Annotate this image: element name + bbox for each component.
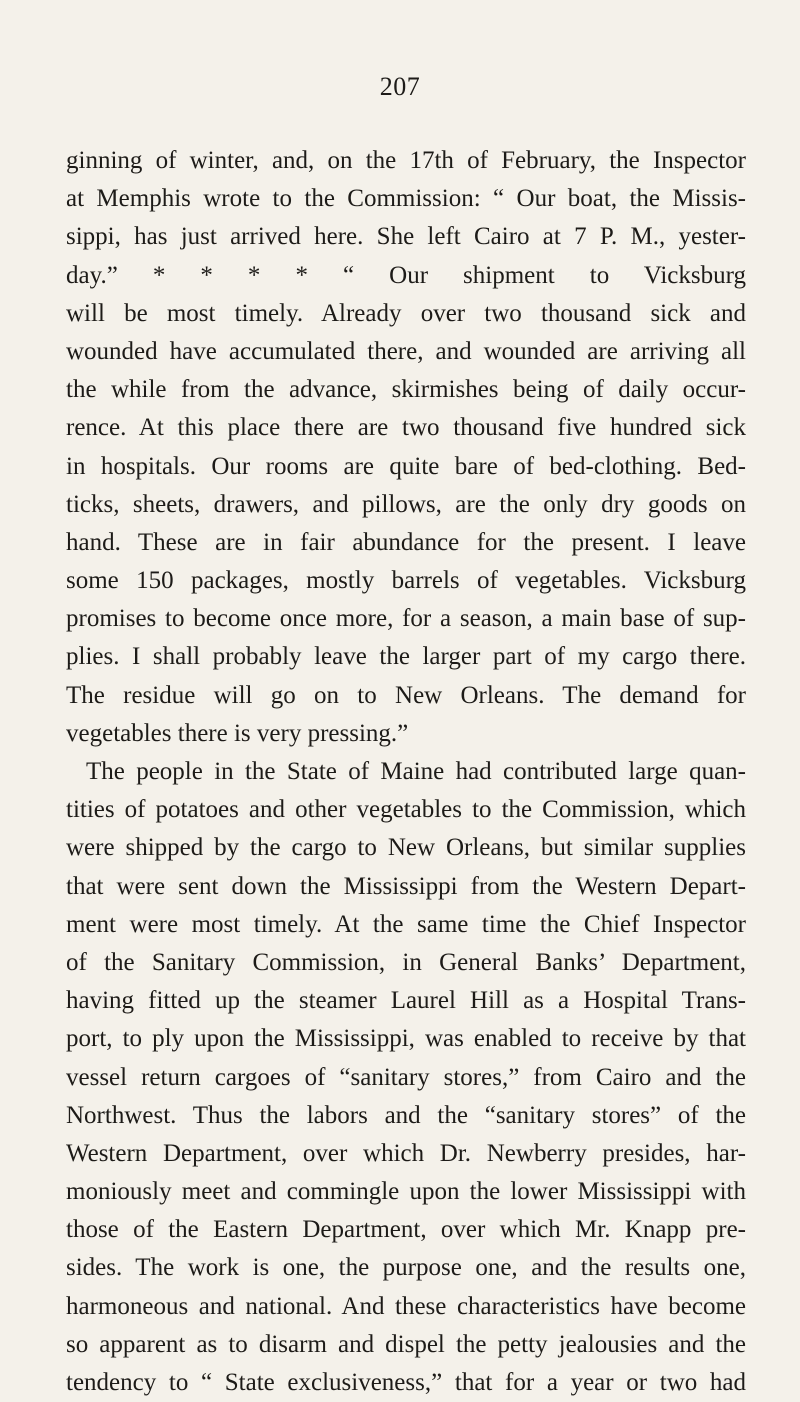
body-text bbox=[66, 142, 746, 1402]
text-line: port, to ply upon the Mississippi, was enabled to receive by that bbox=[66, 1025, 746, 1053]
page-number: 207 bbox=[379, 72, 421, 101]
text-line: ginning of winter, and, on the 17th of February, the Inspector bbox=[66, 147, 746, 174]
text-line: day.” * * * * “ Our shipment to Vicksburg bbox=[66, 261, 746, 289]
text-line: in hospitals. Our rooms are quite bare of bed-clothing. Bed- bbox=[66, 452, 746, 480]
text-line: promises to become once more, for a season, a main base of sup- bbox=[66, 605, 746, 633]
text-line: vegetables there is very pressing.” bbox=[66, 719, 409, 747]
text-line: wounded have accumulated there, and wounded are arriving all bbox=[66, 337, 746, 365]
text-line: some 150 packages, mostly barrels of vegetables. Vicksburg bbox=[66, 567, 746, 595]
text-line: moniously meet and commingle upon the lower Mississippi with bbox=[66, 1178, 746, 1206]
text-line: Western Department, over which Dr. Newberry presides, har- bbox=[66, 1139, 746, 1167]
text-line: so apparent as to disarm and dispel the petty jealousies and the bbox=[66, 1330, 746, 1358]
text-line: will be most timely. Already over two thousand sick and bbox=[66, 299, 746, 327]
text-line: vessel return cargoes of “sanitary stores,” from Cairo and the bbox=[66, 1063, 746, 1091]
text-line: tendency to “ State exclusiveness,” that for a year or two had bbox=[66, 1369, 746, 1396]
text-line: ment were most timely. At the same time the Chief Inspector bbox=[66, 910, 746, 938]
text-line: The residue will go on to New Orleans. The demand for bbox=[66, 681, 746, 709]
text-line: tities of potatoes and other vegetables to the Commission, which bbox=[66, 796, 746, 824]
text-line: of the Sanitary Commission, in General Banks’ Department, bbox=[66, 948, 746, 976]
text-line: hand. These are in fair abundance for the present. I leave bbox=[66, 528, 746, 556]
text-line: harmoneous and national. And these characteristics have become bbox=[66, 1292, 746, 1320]
text-line: sides. The work is one, the purpose one, and the results one, bbox=[66, 1254, 746, 1282]
text-line: rence. At this place there are two thousand five hundred sick bbox=[66, 414, 746, 442]
text-line: those of the Eastern Department, over which Mr. Knapp pre- bbox=[66, 1216, 746, 1244]
text-line: were shipped by the cargo to New Orleans, but similar supplies bbox=[66, 834, 746, 862]
text-line: that were sent down the Mississippi from the Western Depart- bbox=[66, 872, 746, 900]
text-line: sippi, has just arrived here. She left Cairo at 7 P. M., yester- bbox=[66, 223, 746, 251]
text-line: Northwest. Thus the labors and the “sanitary stores” of the bbox=[66, 1101, 746, 1129]
text-line: the while from the advance, skirmishes being of daily occur- bbox=[66, 376, 746, 404]
text-line: The people in the State of Maine had contributed large quan- bbox=[86, 758, 746, 785]
text-line: plies. I shall probably leave the larger part of my cargo there. bbox=[66, 643, 746, 671]
text-line: ticks, sheets, drawers, and pillows, are the only dry goods on bbox=[66, 490, 746, 518]
text-line: at Memphis wrote to the Commission: “ Our boat, the Missis- bbox=[66, 185, 746, 213]
text-line: having fitted up the steamer Laurel Hill as a Hospital Trans- bbox=[66, 987, 746, 1015]
